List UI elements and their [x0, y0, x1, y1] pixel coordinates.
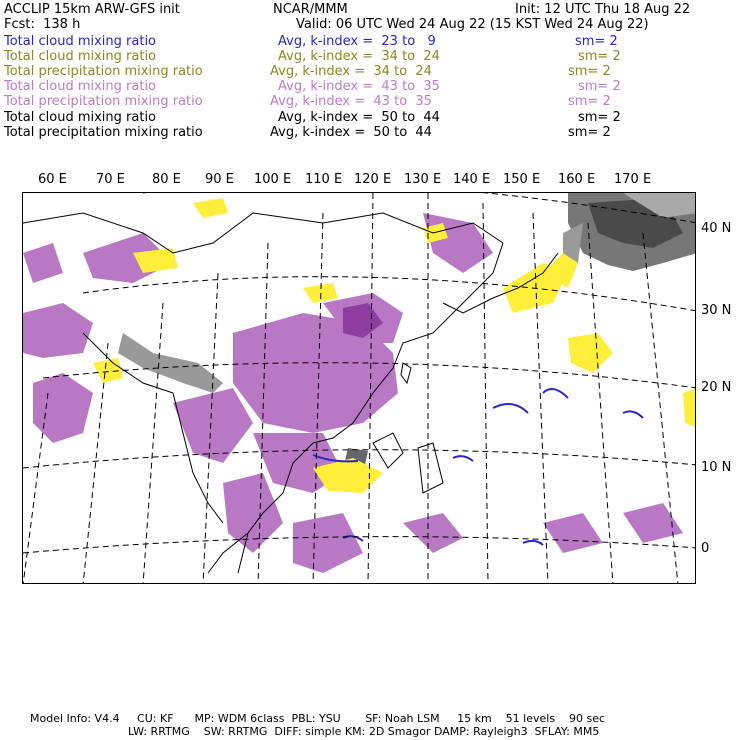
field-name: Total cloud mixing ratio: [4, 79, 157, 94]
lon-label: 130 E: [404, 172, 442, 187]
purple-cloud-field: [23, 213, 683, 573]
lon-label: 170 E: [614, 172, 652, 187]
field-name: Total cloud mixing ratio: [4, 110, 157, 125]
lon-label: 120 E: [354, 172, 392, 187]
field-name: Total cloud mixing ratio: [4, 49, 157, 64]
field-sm: sm= 2: [578, 49, 621, 64]
field-sm: sm= 2: [575, 34, 618, 49]
forecast-map: [22, 192, 696, 584]
lat-label: 40 N: [701, 221, 732, 236]
lon-label: 80 E: [152, 172, 181, 187]
lat-label: 30 N: [701, 303, 732, 318]
field-sm: sm= 2: [568, 125, 611, 140]
field-name: Total precipitation mixing ratio: [4, 64, 203, 79]
lat-label: 20 N: [701, 380, 732, 395]
header-title: ACCLIP 15km ARW-GFS init: [4, 2, 180, 17]
field-avg: Avg, k-index = 50 to 44: [278, 110, 440, 125]
lon-label: 160 E: [558, 172, 596, 187]
lon-label: 100 E: [254, 172, 292, 187]
lat-label: 0: [701, 541, 710, 556]
header-init: Init: 12 UTC Thu 18 Aug 22: [515, 2, 691, 17]
header-fcst: Fcst: 138 h: [4, 17, 81, 32]
field-avg: Avg, k-index = 50 to 44: [270, 125, 432, 140]
field-name: Total precipitation mixing ratio: [4, 125, 203, 140]
map-canvas: [23, 193, 696, 584]
field-sm: sm= 2: [578, 79, 621, 94]
model-info-line2: LW: RRTMG SW: RRTMG DIFF: simple KM: 2D Smagor DAMP: Rayleigh3 SFLAY: MM5: [128, 725, 600, 738]
header-valid: Valid: 06 UTC Wed 24 Aug 22 (15 KST Wed 24 Aug 22): [296, 17, 649, 32]
field-avg: Avg, k-index = 34 to 24: [278, 49, 440, 64]
header-org: NCAR/MMM: [273, 2, 348, 17]
lon-label: 140 E: [453, 172, 491, 187]
lat-label: 10 N: [701, 460, 732, 475]
field-avg: Avg, k-index = 43 to 35: [278, 79, 440, 94]
lon-label: 90 E: [205, 172, 234, 187]
lon-label: 70 E: [96, 172, 125, 187]
field-sm: sm= 2: [568, 94, 611, 109]
field-sm: sm= 2: [568, 64, 611, 79]
field-name: Total precipitation mixing ratio: [4, 94, 203, 109]
lon-label: 60 E: [38, 172, 67, 187]
field-name: Total cloud mixing ratio: [4, 34, 157, 49]
lon-label: 110 E: [305, 172, 343, 187]
field-avg: Avg, k-index = 43 to 35: [270, 94, 432, 109]
model-info-line1: Model Info: V4.4 CU: KF MP: WDM 6class PBL: YSU SF: Noah LSM 15 km 51 levels 90 sec: [30, 712, 606, 725]
field-avg: Avg, k-index = 34 to 24: [270, 64, 432, 79]
field-avg: Avg, k-index = 23 to 9: [278, 34, 436, 49]
lon-label: 150 E: [503, 172, 541, 187]
field-sm: sm= 2: [578, 110, 621, 125]
